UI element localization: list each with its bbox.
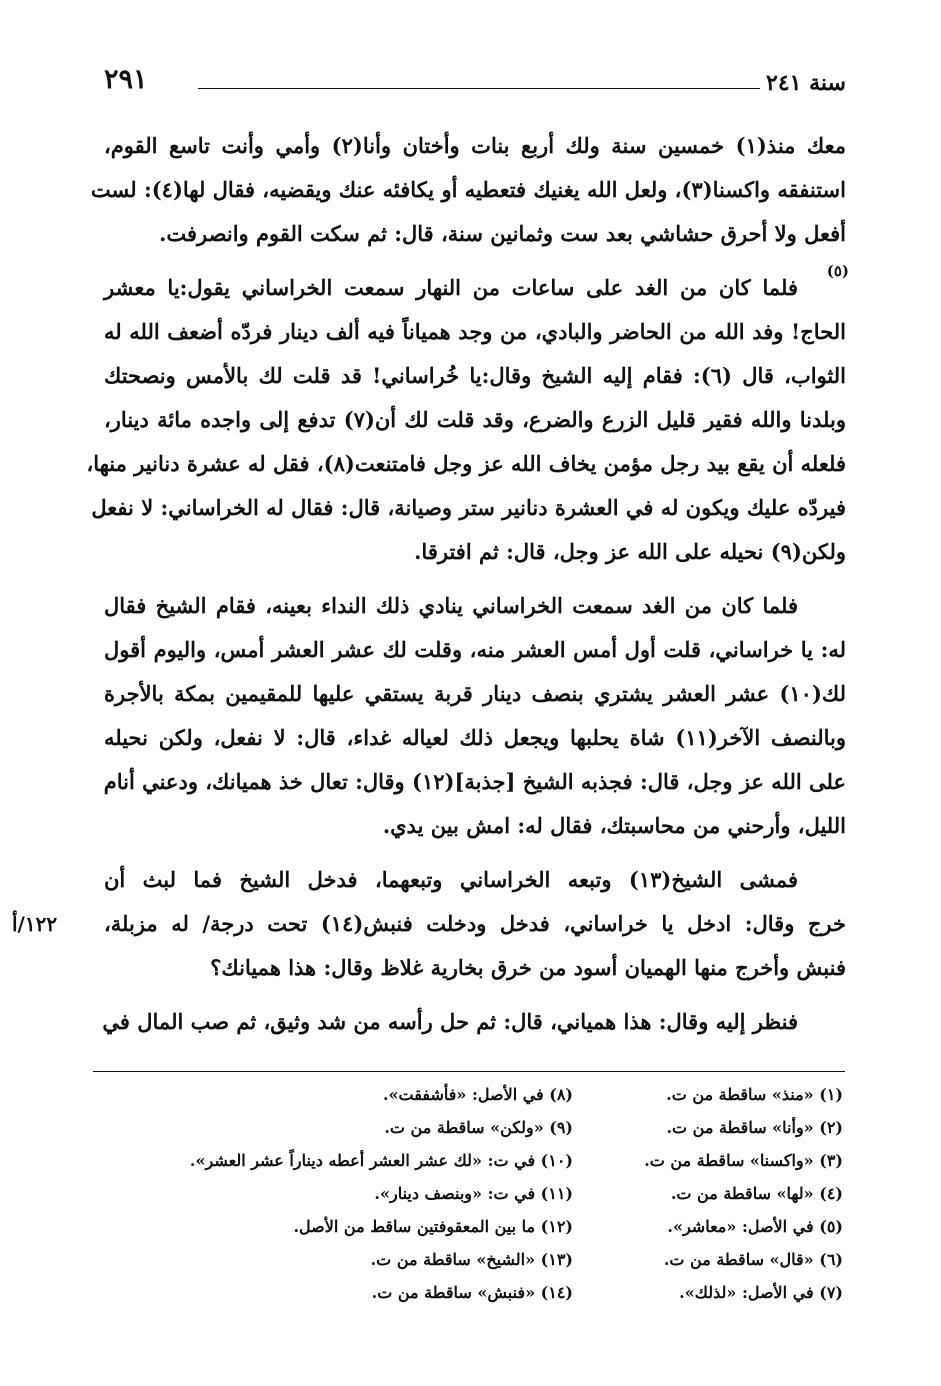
- page-number: ٢٩١: [104, 64, 148, 95]
- footnote: (١٢) ما بين المعقوفتين ساقط من الأصل.: [293, 1217, 573, 1236]
- text-line: فلما كان من الغد على ساعات من النهار سمعت الخراساني يقول:يا معشر: [104, 275, 798, 300]
- margin-folio-note: ١٢٢/أ: [12, 912, 58, 936]
- text-line: فيردّه عليك ويكون له في العشرة دنانير ستر وصيانة، قال: فقال له الخراساني: لا نفعل: [91, 495, 846, 520]
- text-line: فنبش وأخرج منها الهميان أسود من خرق بخارية غلاظ وقال: هذا هميانك؟: [210, 955, 846, 980]
- footnote-marker-5: (٥): [826, 262, 849, 280]
- text-line: فمشى الشيخ(١٣) وتبعه الخراساني وتبعهما، فدخل الشيخ فما لبث أن: [104, 867, 798, 892]
- footnotes-column-right: [603, 1078, 843, 1309]
- footnote: (٢) «وأنا» ساقطة من ت.: [666, 1118, 843, 1137]
- text-line: فلما كان من الغد سمعت الخراساني ينادي ذلك النداء بعينه، فقام الشيخ فقال: [104, 593, 798, 618]
- text-line: معك منذ(١) خمسين سنة ولك أربع بنات وأختان وأنا(٢) وأمي وأنت تاسع القوم،: [104, 133, 846, 158]
- text-line: أفعل ولا أحرق حشاشي بعد ست وثمانين سنة، قال: ثم سكت القوم وانصرفت.: [159, 221, 846, 246]
- text-line: على الله عز وجل، قال: فجذبه الشيخ [جذبة](١٢) وقال: تعال خذ هميانك، ودعني أنام: [103, 769, 846, 794]
- footnote: (٥) في الأصل: «معاشر».: [667, 1217, 843, 1236]
- footnote: (١) «منذ» ساقطة من ت.: [666, 1085, 843, 1104]
- text-line: وبلدنا والله فقير قليل الزرع والضرع، وقد قلت لك أن(٧) تدفع إلى واجده مائة دينار،: [104, 407, 846, 432]
- text-line: فنظر إليه وقال: هذا همياني، قال: ثم حل رأسه من شد وثيق، ثم صب المال في: [102, 1009, 798, 1034]
- text-line: له: يا خراساني، قلت أول أمس العشر منه، وقلت لك عشر العشر أمس، واليوم أقول: [104, 637, 846, 662]
- paragraph: [104, 584, 846, 848]
- paragraph: [104, 1000, 846, 1044]
- text-line: الليل، وأرحني من محاسبتك، فقال له: امش بين يدي.: [382, 813, 846, 838]
- footnote: (١٤) «فنبش» ساقطة من ت.: [371, 1283, 573, 1302]
- footnote: (١٣) «الشيخ» ساقطة من ت.: [370, 1250, 573, 1269]
- paragraph: [90, 124, 846, 256]
- text-line: الحاج! وفد الله من الحاضر والبادي، من وجد همياناً فيه ألف دينار فردّه أضعف الله له: [104, 319, 846, 344]
- footnote: (١٠) في ت: «لك عشر العشر أعطه ديناراً عشر العشر».: [189, 1151, 573, 1170]
- footnote: (٤) «لها» ساقطة من ت.: [670, 1184, 843, 1203]
- footnote: (٦) «قال» ساقطة من ت.: [663, 1250, 843, 1269]
- text-line: خرج وقال: ادخل يا خراساني، فدخل ودخلت فنبش(١٤) تحت درجة/ له مزبلة،: [104, 911, 846, 936]
- page-header: [104, 64, 846, 104]
- text-line: لك(١٠) عشر العشر يشتري بنصف دينار قربة يستقي عليها للمقيمين بمكة بالأجرة: [104, 681, 846, 706]
- footnote: (٩) «ولكن» ساقطة من ت.: [384, 1118, 573, 1137]
- footnote: (٨) في الأصل: «فأشفقت».: [382, 1085, 573, 1104]
- text-line: الثواب، قال (٦): فقام إليه الشيخ وقال:يا خُراساني! قد قلت لك بالأمس ونصحتك: [104, 363, 846, 388]
- text-line: فلعله أن يقع بيد رجل مؤمن يخاف الله عز وجل فامتنعت(٨)، فقل له عشرة دنانير منها،: [86, 451, 846, 476]
- footnotes-column-left: [73, 1078, 573, 1309]
- footnote: (٣) «واكسنا» ساقطة من ت.: [644, 1151, 843, 1170]
- text-line: استنفقه واكسنا(٣)، ولعل الله يغنيك فتعطيه أو يكافئه عنك ويقضيه، فقال لها(٤): لست: [90, 177, 846, 202]
- paragraph: [104, 858, 846, 990]
- text-line: ولكن(٩) نحيله على الله عز وجل، قال: ثم افترقا.: [414, 539, 846, 564]
- footnote-rule: [93, 1071, 845, 1072]
- footnote: (١١) في ت: «وبنصف دينار».: [374, 1184, 573, 1203]
- paragraph: [86, 266, 846, 574]
- text-line: وبالنصف الآخر(١١) شاة يحلبها ويجعل ذلك لعياله غداء، قال: لا نفعل، ولكن نحيله: [104, 725, 846, 750]
- running-head: سنة ٢٤١: [766, 70, 846, 96]
- header-rule: [198, 88, 760, 89]
- footnote: (٧) في الأصل: «لذلك».: [679, 1283, 843, 1302]
- main-text: [86, 124, 846, 1054]
